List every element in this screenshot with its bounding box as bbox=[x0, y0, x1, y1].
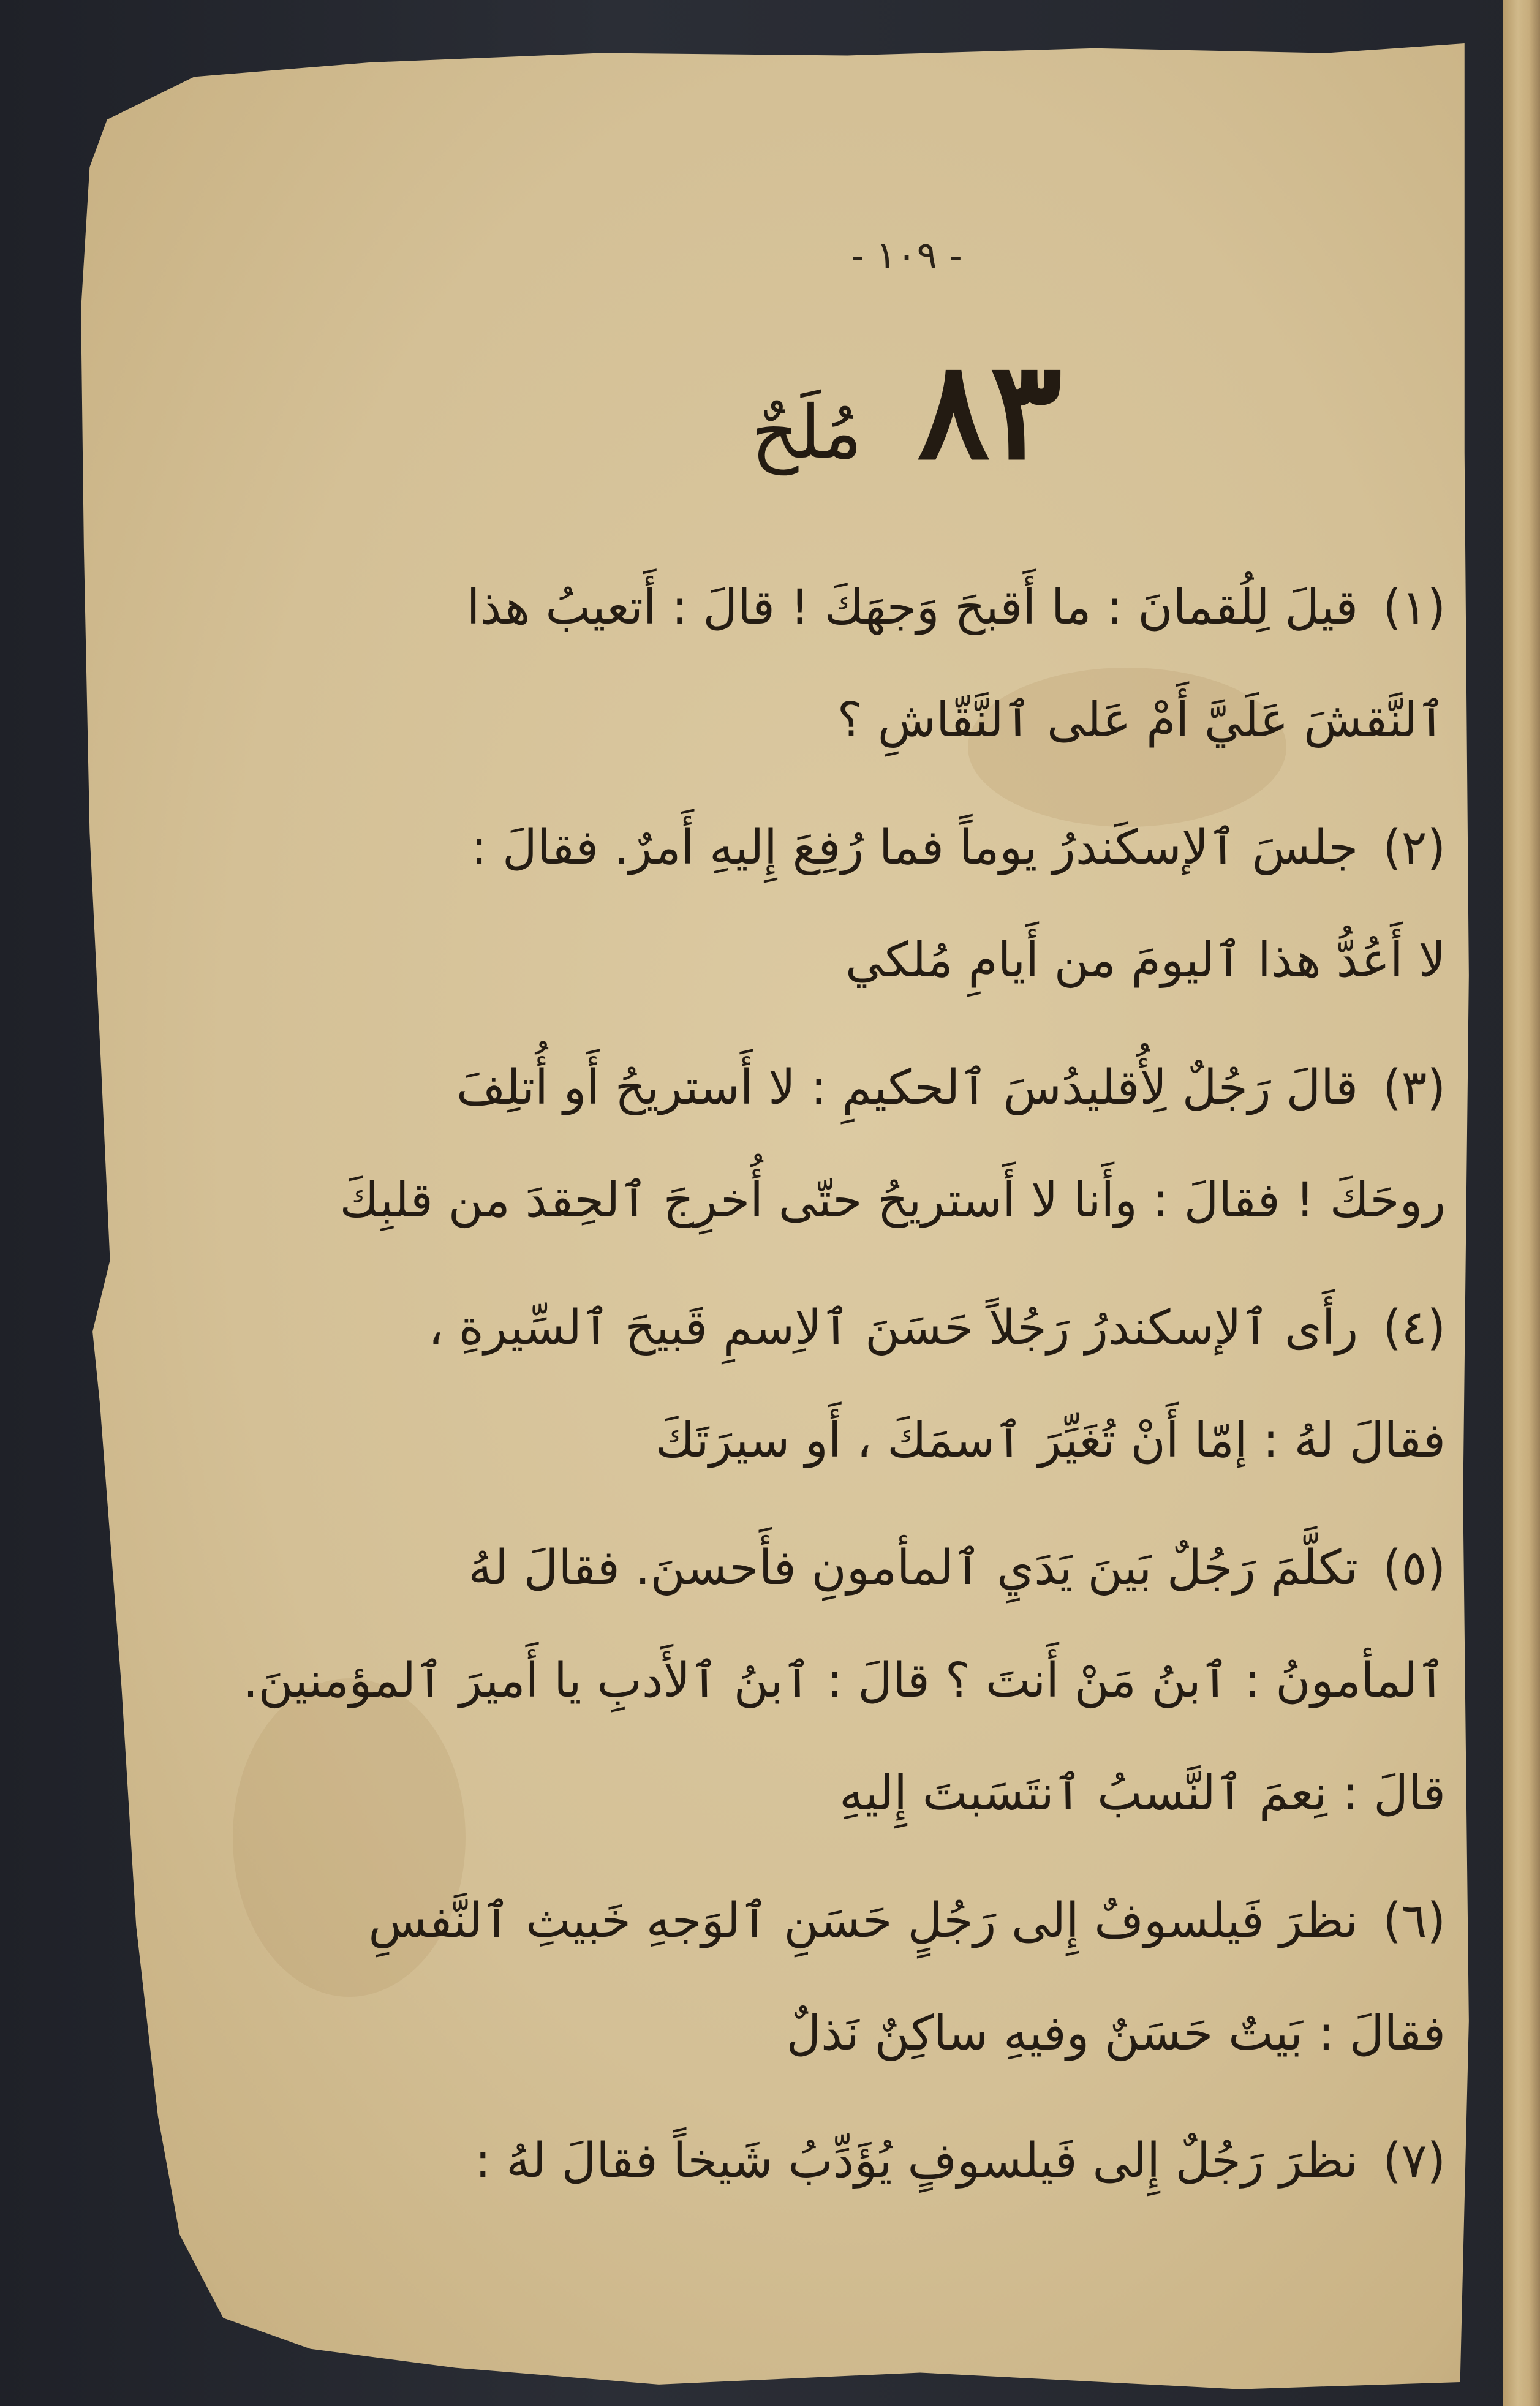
paragraph-line bbox=[392, 1272, 1446, 1384]
line-text: نظرَ فَيلسوفٌ إِلى رَجُلٍ حَسَنِ ٱلوَجهِ خَبيثِ ٱلنَّفسِ bbox=[368, 1893, 1359, 1948]
paragraph-line: فقالَ : بَيتٌ حَسَنٌ وفيهِ ساكِنٌ نَذلٌ bbox=[786, 2006, 1446, 2061]
paragraph-5 bbox=[243, 1512, 1446, 1850]
paragraph-2 bbox=[392, 791, 1446, 1017]
book-spine-edge bbox=[1503, 0, 1540, 2406]
paragraph-6 bbox=[368, 1865, 1446, 2090]
line-text: رأَى ٱلإسكندرُ رَجُلاً حَسَنَ ٱلاِسمِ قَبيحَ ٱلسِّيرةِ ، bbox=[428, 1300, 1359, 1356]
line-text: قالَ رَجُلٌ لِأُقليدُسَ ٱلحكيمِ : لا أَستريحُ أَو أُتلِفَ bbox=[456, 1060, 1359, 1115]
line-text: قيلَ لِلُقمانَ : ما أَقبحَ وَجهَكَ ! قالَ : أَتعيبُ هذا bbox=[466, 580, 1359, 635]
paragraph-line: قالَ : نِعمَ ٱلنَّسبُ ٱنتَسَبتَ إِليهِ bbox=[839, 1766, 1446, 1821]
line-text: نظرَ رَجُلٌ إِلى فَيلسوفٍ يُؤَدِّبُ شَيخاً فقالَ لهُ : bbox=[475, 2133, 1359, 2189]
paragraph-line: لا أَعُدُّ هذا ٱليومَ من أَيامِ مُلكي bbox=[845, 933, 1446, 988]
page-number: - ١٠٩ - bbox=[851, 233, 962, 277]
paragraph-line bbox=[392, 1512, 1446, 1624]
paragraph-3 bbox=[339, 1031, 1446, 1257]
paragraph-4 bbox=[392, 1272, 1446, 1497]
section-heading bbox=[600, 331, 1213, 489]
paragraph-number: (٢) bbox=[1383, 820, 1446, 875]
paragraph-line: ٱلمأمونُ : ٱبنُ مَنْ أَنتَ ؟ قالَ : ٱبنُ ٱلأَدبِ يا أَميرَ ٱلمؤمنينَ. bbox=[243, 1653, 1446, 1708]
paragraph-line: فقالَ لهُ : إمّا أَنْ تُغَيِّرَ ٱسمَكَ ، أَو سيرَتَكَ bbox=[655, 1413, 1446, 1468]
line-text: جلسَ ٱلإسكَندرُ يوماً فما رُفِعَ إِليهِ أَمرٌ. فقالَ : bbox=[470, 820, 1359, 875]
paragraph-line: ٱلنَّقشَ عَلَيَّ أَمْ عَلى ٱلنَّقّاشِ ؟ bbox=[837, 693, 1446, 748]
paragraph-line bbox=[392, 2105, 1446, 2217]
paragraph-number: (١) bbox=[1383, 580, 1446, 635]
section-number: ٨٣ bbox=[917, 331, 1062, 489]
paragraph-number: (٣) bbox=[1383, 1060, 1446, 1115]
section-title: مُلَحٌ bbox=[751, 390, 862, 475]
paragraph-number: (٤) bbox=[1383, 1300, 1446, 1356]
text-body bbox=[243, 551, 1446, 2232]
line-text: تكلَّمَ رَجُلٌ بَينَ يَدَيِ ٱلمأمونِ فأَحسنَ. فقالَ لهُ bbox=[468, 1541, 1359, 1596]
paragraph-line bbox=[392, 791, 1446, 904]
paragraph-line bbox=[392, 551, 1446, 664]
paragraph-number: (٥) bbox=[1383, 1541, 1446, 1596]
paragraph-line: روحَكَ ! فقالَ : وأَنا لا أَستريحُ حتّى أُخرِجَ ٱلحِقدَ من قلبِكَ bbox=[339, 1173, 1446, 1228]
paragraph-number: (٧) bbox=[1383, 2133, 1446, 2189]
paragraph-1 bbox=[392, 551, 1446, 777]
paragraph-7 bbox=[392, 2105, 1446, 2217]
paragraph-number: (٦) bbox=[1383, 1893, 1446, 1948]
paragraph-line bbox=[392, 1031, 1446, 1144]
paragraph-line bbox=[368, 1865, 1446, 1977]
